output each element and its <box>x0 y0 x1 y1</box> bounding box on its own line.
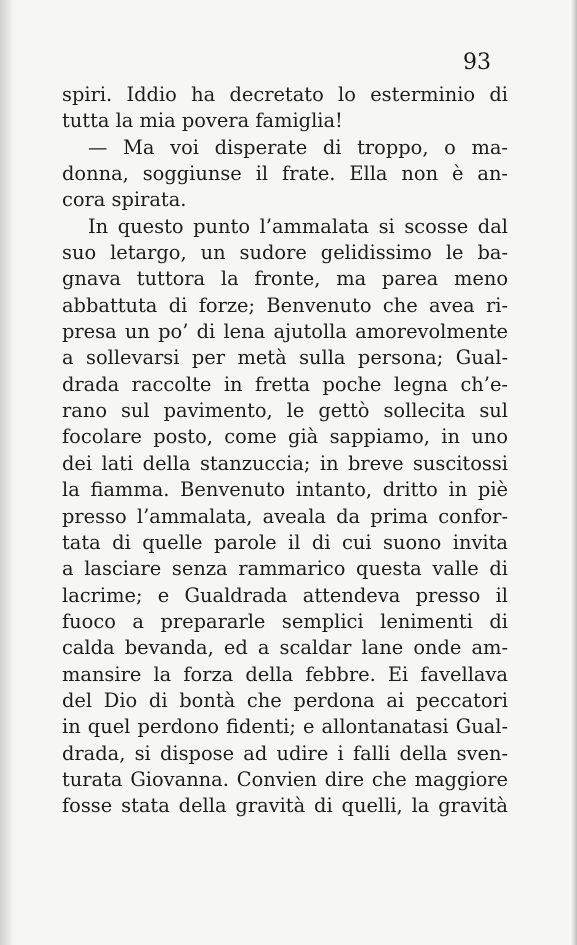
text-line: donna, soggiunse il frate. Ella non è an- <box>62 162 508 186</box>
text-line: spiri. Iddio ha decretato lo esterminio di <box>62 83 508 106</box>
text-line: lacrime; e Gualdrada attendeva presso il <box>62 583 508 607</box>
text-line: turata Giovanna. Convien dire che maggiore <box>62 767 508 791</box>
page-edge-shadow <box>571 0 577 945</box>
text-line: focolare posto, come già sappiamo, in uno <box>62 425 508 449</box>
body-text <box>62 82 508 820</box>
text-line: suo letargo, un sudore gelidissimo le ba- <box>62 241 508 265</box>
page-number: 93 <box>463 50 491 75</box>
text-line: in quel perdono fidenti; e allontanatasi Gual- <box>62 715 508 739</box>
text-line: fosse stata della gravità di quelli, la gravità <box>62 794 508 818</box>
text-line: gnava tuttora la fronte, ma parea meno <box>62 267 508 291</box>
text-line: del Dio di bontà che perdona ai peccatori <box>62 688 508 712</box>
text-line: cora spirata. <box>62 188 187 212</box>
text-line: rano sul pavimento, le gettò sollecita sul <box>62 399 508 423</box>
text-line: drada, si dispose ad udire i falli della sven- <box>62 741 508 765</box>
text-line: presa un po’ di lena ajutolla amorevolmente <box>62 320 508 344</box>
text-line: — Ma voi disperate di troppo, o ma- <box>88 135 508 159</box>
text-line: a sollevarsi per metà sulla persona; Gual- <box>62 346 508 370</box>
text-line: dei lati della stanzuccia; in breve suscitossi <box>62 451 508 475</box>
text-line: a lasciare senza rammarico questa valle di <box>62 557 508 581</box>
text-line: abbattuta di forze; Benvenuto che avea ri- <box>62 293 508 317</box>
text-line: drada raccolte in fretta poche legna ch’e- <box>62 372 508 396</box>
text-line: mansire la forza della febbre. Ei favellava <box>62 662 508 686</box>
text-line: In questo punto l’ammalata si scosse dal <box>88 214 508 238</box>
text-line: calda bevanda, ed a scaldar lane onde am- <box>62 636 508 660</box>
text-line: tutta la mia povera famiglia! <box>62 109 343 133</box>
text-line: fuoco a prepararle semplici lenimenti di <box>62 609 508 633</box>
page-gutter-shadow <box>0 0 14 945</box>
text-line: presso l’ammalata, aveala da prima confor- <box>62 504 508 528</box>
text-line: la fiamma. Benvenuto intanto, dritto in piè <box>62 478 508 502</box>
text-line: tata di quelle parole il di cui suono invita <box>62 530 508 554</box>
